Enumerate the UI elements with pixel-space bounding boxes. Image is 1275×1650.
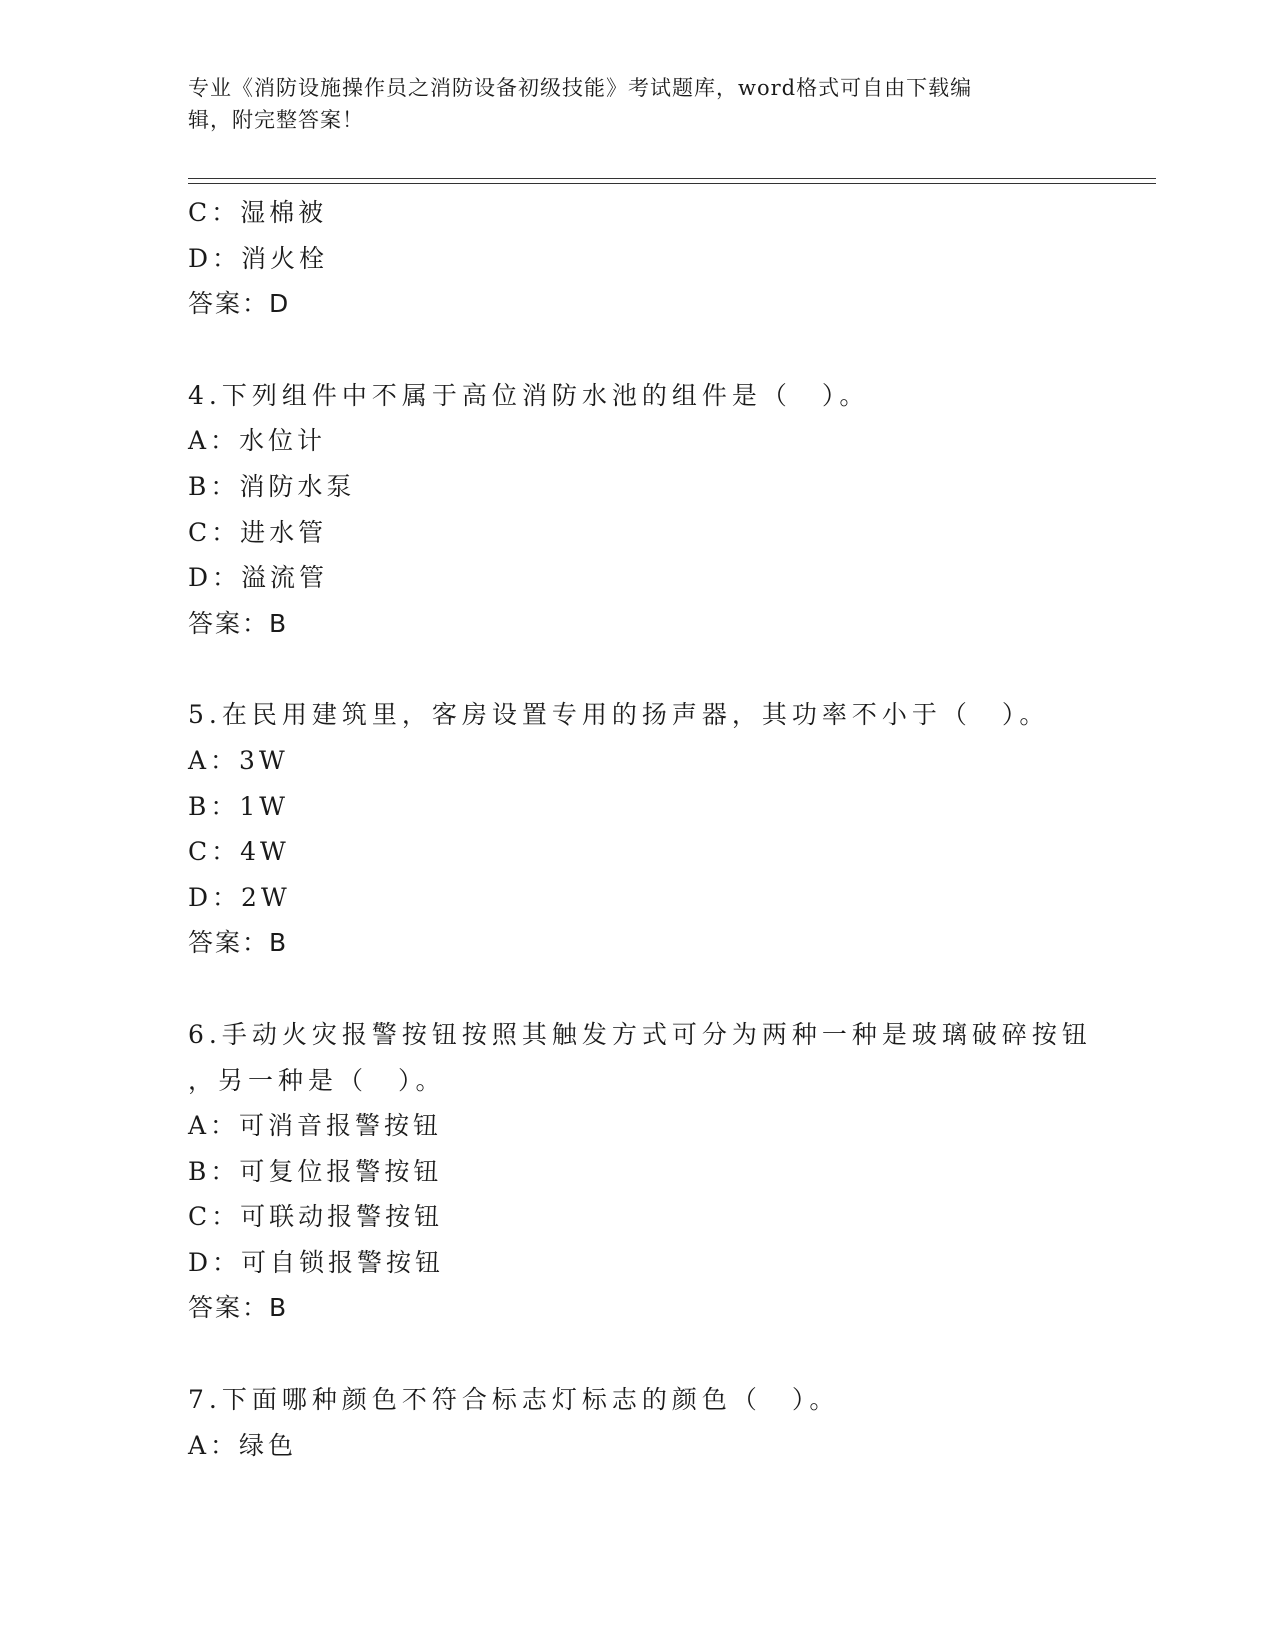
option-d: D：溢流管 (188, 563, 329, 593)
option-c: C：进水管 (188, 517, 328, 547)
answer-line: 答案：D (188, 289, 291, 319)
answer-line: 答案：B (188, 1293, 289, 1323)
option-c: C：湿棉被 (188, 198, 328, 227)
question-stem: 5.在民用建筑里，客房设置专用的扬声器，其功率不小于（ ）。 (188, 700, 1050, 730)
answer-line: 答案：B (188, 928, 289, 958)
option-a: A：水位计 (188, 426, 327, 456)
option-d: D：2W (188, 882, 291, 912)
header-rule-bottom (188, 183, 1156, 184)
question-stem: 4.下列组件中不属于高位消防水池的组件是（ ）。 (188, 380, 870, 410)
option-b: B：消防水泵 (188, 471, 356, 501)
header-line-1: 专业《消防设施操作员之消防设备初级技能》考试题库，word格式可自由下载编 (188, 76, 973, 100)
option-a: A：3W (188, 745, 289, 775)
option-b: B：可复位报警按钮 (188, 1156, 443, 1186)
option-a: A：可消音报警按钮 (188, 1111, 443, 1141)
document-header (188, 72, 1088, 136)
header-rule-top (188, 178, 1156, 179)
option-c: C：4W (188, 837, 290, 867)
question-stem: 6.手动火灾报警按钮按照其触发方式可分为两种一种是玻璃破碎按钮 (188, 1019, 1092, 1049)
option-d: D：消火栓 (188, 243, 329, 273)
option-b: B：1W (188, 791, 289, 821)
header-line-2: 辑，附完整答案！ (188, 108, 364, 132)
question-stem-continued: ，另一种是（ ）。 (188, 1065, 446, 1095)
answer-line: 答案：B (188, 608, 289, 638)
option-c: C：可联动报警按钮 (188, 1202, 444, 1232)
option-a: A：绿色 (188, 1430, 298, 1460)
question-list (188, 190, 1092, 1468)
question-stem: 7.下面哪种颜色不符合标志灯标志的颜色（ ）。 (188, 1385, 840, 1415)
option-d: D：可自锁报警按钮 (188, 1247, 445, 1277)
